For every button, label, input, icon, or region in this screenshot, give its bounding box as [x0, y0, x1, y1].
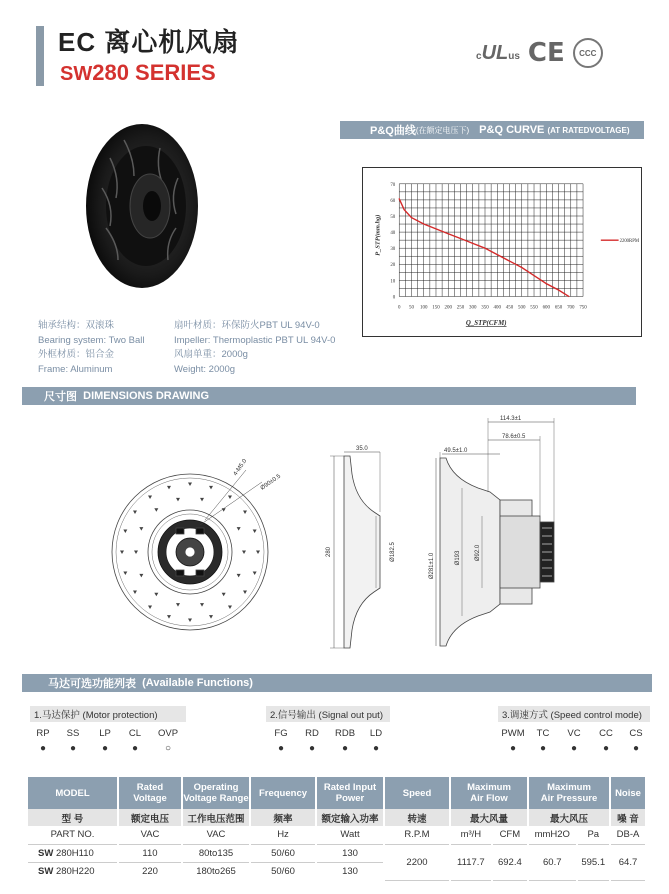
data-point — [509, 260, 510, 261]
y-tick-label: 70 — [390, 182, 396, 188]
blade-mark — [139, 574, 143, 578]
spec-weight-en: Weight: 2000g — [174, 363, 236, 375]
product-title: EC 离心机风扇 — [58, 27, 240, 57]
ce-logo: CE — [527, 38, 565, 68]
dia-92-dimension: Ø92.0 — [475, 544, 481, 562]
data-point — [404, 209, 405, 210]
spec-impeller-en: Impeller: Thermoplastic PBT UL 94V-0 — [174, 334, 336, 346]
front-view — [112, 470, 268, 630]
blade-mark — [123, 529, 127, 533]
data-point — [533, 275, 534, 276]
blade-mark — [167, 486, 171, 490]
blade-mark — [188, 619, 192, 623]
dia-281-dimension: Ø281±1.0 — [429, 552, 435, 580]
x-tick-label: 550 — [530, 305, 538, 311]
chart-y-tick-labels — [390, 183, 395, 301]
x-tick-label: 750 — [579, 305, 587, 311]
spec-bearing-en: Bearing system: Two Ball — [38, 334, 145, 346]
chart-grid — [399, 184, 583, 297]
specifications-table — [28, 777, 647, 881]
table-header-cn: 型 号 额定电压 工作电压范围 频率 额定输入功率 转速 最大风量 最大风压 噪 音 — [28, 809, 646, 826]
data-point — [484, 248, 485, 249]
data-point — [399, 198, 400, 199]
spec-left-column — [38, 319, 144, 377]
y-tick-label: 20 — [390, 263, 396, 269]
x-tick-label: 200 — [444, 305, 452, 311]
data-point — [448, 233, 449, 234]
x-tick-label: 150 — [432, 305, 440, 311]
dia-182-dimension: Ø182.5 — [390, 542, 396, 562]
y-tick-label: 40 — [390, 231, 396, 237]
spec-frame-en: Frame: Aluminum — [38, 363, 113, 375]
x-tick-label: 700 — [567, 305, 575, 311]
speed-control-group: 3.调速方式 (Speed control mode) PWM ● TC ● VC ● CC ● CS ● — [498, 706, 650, 755]
blade-mark — [133, 511, 137, 514]
certification-logos — [476, 36, 603, 70]
pq-curve-band: P&Q曲线 (在额定电压下) P&Q CURVE (AT RATEDVOLTAGE) — [340, 121, 644, 139]
blade-mark — [167, 615, 171, 619]
hole-dimension: 4-M5.0 — [232, 458, 249, 478]
series-line-2200rpm — [399, 199, 569, 297]
chart-x-tick-labels — [398, 305, 587, 310]
blade-mark — [134, 551, 138, 555]
blade-mark — [209, 615, 213, 619]
x-tick-label: 500 — [518, 305, 526, 311]
side-view — [330, 452, 380, 648]
overall-length-dimension: 114.3±1 — [500, 416, 522, 422]
x-tick-label: 50 — [409, 305, 414, 311]
blade-mark — [243, 590, 247, 594]
functions-band: 马达可选功能列表 (Available Functions) — [22, 674, 652, 692]
blade-mark — [222, 593, 226, 597]
blade-mark — [242, 551, 246, 555]
pq-curve-chart — [362, 167, 642, 337]
y-tick-label: 30 — [390, 247, 396, 253]
blade-mark — [176, 498, 180, 502]
blade-mark — [243, 511, 247, 514]
blade-mark — [237, 527, 241, 531]
blade-mark — [222, 508, 226, 512]
table-units-row: PART NO. VAC VAC Hz Watt R.P.M m³/H CFM mmH2O Pa DB-A — [28, 826, 646, 844]
y-axis-label: P_STP(mm.hg) — [374, 214, 382, 256]
data-point — [435, 228, 436, 229]
dia-193-dimension: Ø193 — [455, 550, 461, 566]
blade-mark — [228, 495, 232, 499]
data-point — [460, 238, 461, 239]
ccc-logo: CCC — [573, 38, 603, 68]
blade-mark — [123, 572, 127, 576]
data-point — [472, 243, 473, 244]
y-tick-label: 0 — [392, 295, 396, 301]
blade-mark — [154, 508, 158, 512]
signal-output-group: 2.信号输出 (Signal out put) FG ● RD ● RDB ● LD ● — [266, 706, 390, 755]
spec-right-column — [174, 319, 374, 377]
inner-length-dimension: 78.6±0.5 — [502, 434, 526, 440]
blade-mark — [256, 551, 260, 555]
x-tick-label: 350 — [481, 305, 489, 311]
blade-mark — [148, 495, 152, 499]
bolt-circle-dimension: Ø90±0.5 — [259, 473, 282, 492]
blade-mark — [154, 593, 158, 597]
blade-mark — [176, 603, 180, 607]
y-tick-label: 60 — [390, 198, 396, 204]
x-tick-label: 300 — [469, 305, 477, 311]
blade-mark — [188, 483, 192, 487]
data-point — [521, 267, 522, 268]
x-tick-label: 400 — [493, 305, 501, 311]
x-tick-label: 250 — [456, 305, 465, 311]
blade-mark — [228, 606, 232, 610]
width-35-dimension: 35.0 — [356, 446, 368, 452]
x-tick-label: 0 — [397, 305, 401, 311]
blade-mark — [139, 527, 143, 531]
blade-mark — [200, 498, 204, 502]
data-point — [423, 223, 424, 224]
data-point — [568, 296, 569, 297]
y-tick-label: 10 — [390, 279, 396, 285]
blade-mark — [148, 606, 152, 610]
blade-mark — [253, 529, 257, 533]
data-point — [546, 283, 547, 284]
table-row: SW 280H110 110 80to135 50/60 130 2200 1117.7 692.4 60.7 595.1 64.7 — [28, 844, 646, 862]
legend-label: 2200RPM — [619, 239, 640, 245]
spec-frame-cn: 外框材质：铝合金 — [38, 349, 115, 360]
height-280-dimension: 280 — [326, 546, 332, 558]
data-point — [558, 289, 559, 290]
blade-mark — [133, 590, 137, 594]
table-row: SW 280H220 220 180to265 50/60 130 — [28, 862, 646, 880]
y-tick-label: 50 — [390, 214, 396, 220]
x-tick-label: 600 — [542, 305, 550, 311]
blade-mark — [237, 574, 241, 578]
data-point — [411, 217, 412, 218]
blade-mark — [253, 572, 257, 576]
left-offset-dimension: 49.5±1.0 — [444, 448, 468, 454]
motor-protection-group: 1.马达保护 (Motor protection) RP ● SS ● LP ● CL ● OVP ○ — [30, 706, 186, 755]
series-title: SW280 SERIES — [60, 60, 216, 85]
blade-mark — [209, 486, 213, 490]
blade-mark — [200, 603, 204, 607]
dimensions-band: 尺寸图 DIMENSIONS DRAWING — [22, 387, 636, 405]
fan-photo — [80, 118, 200, 293]
title-accent-bar — [36, 26, 44, 86]
spec-bearing-cn: 轴承结构：双滚珠 — [38, 320, 115, 331]
x-tick-label: 100 — [420, 305, 428, 311]
spec-weight-cn: 风扇单重：2000g — [174, 349, 248, 360]
spec-notes — [38, 319, 336, 377]
x-axis-label: Q_STP(CFM) — [465, 320, 507, 328]
x-tick-label: 650 — [554, 305, 563, 311]
spec-impeller-cn: 扇叶材质：环保防火PBT UL 94V-0 — [174, 320, 320, 331]
dimensions-drawing — [0, 410, 669, 670]
ul-logo: cULus — [476, 41, 520, 64]
blade-mark — [120, 551, 124, 555]
table-header-en: MODEL Rated Voltage Operating Voltage Range Frequency Rated Input Power Speed Maximum Air Flow Maximum Air Pressure Noise — [28, 777, 646, 809]
x-tick-label: 450 — [505, 305, 514, 311]
data-point — [497, 254, 498, 255]
